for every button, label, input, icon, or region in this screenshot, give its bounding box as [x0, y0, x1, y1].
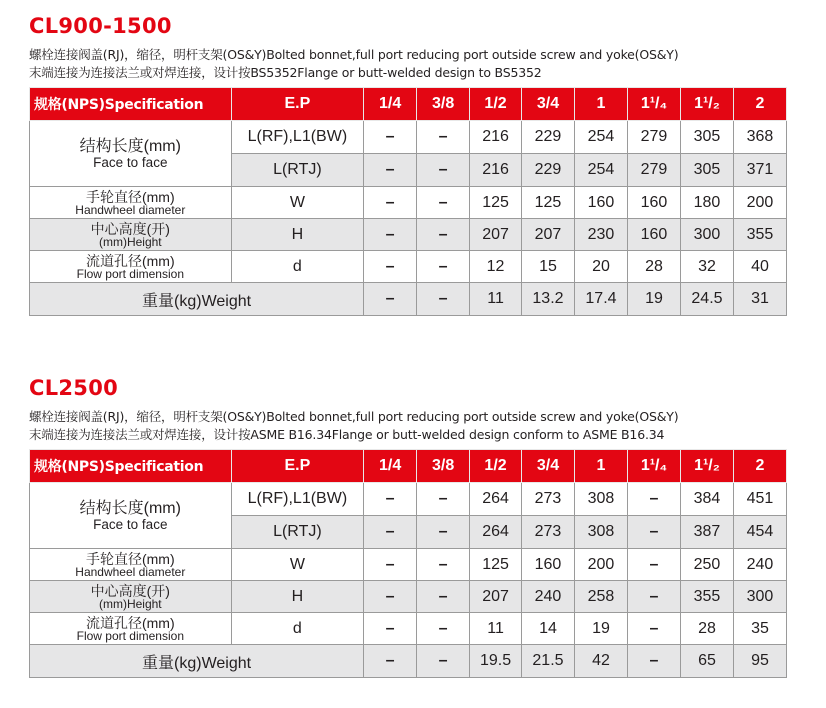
- table-cell: 308: [574, 483, 627, 516]
- table-cell: 273: [521, 516, 574, 549]
- table-cell: 308: [574, 516, 627, 549]
- table-cell: 125: [470, 187, 522, 219]
- label-en: Flow port dimension: [76, 266, 184, 281]
- table-cell: 230: [574, 219, 627, 251]
- row-ep: L(RF),L1(BW): [231, 121, 364, 154]
- table-cell: 264: [470, 516, 522, 549]
- table-cell: 258: [574, 581, 627, 613]
- table-cell: –: [417, 187, 470, 219]
- section-description-line: 末端连接为连接法兰或对焊连接，设计按BS5352Flange or butt-welded design to BS5352: [29, 65, 542, 80]
- table-cell: –: [417, 483, 470, 516]
- label-en: (mm)Height: [98, 234, 162, 249]
- table-cell: –: [417, 154, 470, 187]
- table-cell: –: [417, 251, 470, 283]
- row-ep: L(RTJ): [231, 154, 364, 187]
- table-cell: –: [364, 549, 417, 581]
- table-row: [30, 283, 787, 316]
- table-cell: –: [417, 645, 470, 678]
- table-cell: 160: [627, 187, 680, 219]
- table-cell: 20: [574, 251, 627, 283]
- header-size: 1: [574, 450, 627, 483]
- table-cell: 28: [627, 251, 680, 283]
- table-cell: 125: [521, 187, 574, 219]
- table-cell: 31: [733, 283, 786, 316]
- table-cell: 250: [680, 549, 733, 581]
- table-cell: 19.5: [470, 645, 522, 678]
- table-cell: –: [627, 613, 680, 645]
- table-row: [30, 219, 787, 251]
- table-cell: 32: [680, 251, 733, 283]
- table-cell: –: [364, 613, 417, 645]
- row-ep: H: [231, 219, 364, 251]
- row-label: [30, 251, 232, 283]
- row-label: [30, 219, 232, 251]
- row-ep: H: [231, 581, 364, 613]
- row-label: [30, 581, 232, 613]
- label-en: Handwheel diameter: [75, 202, 186, 217]
- header-size: 1¹/₄: [627, 88, 680, 121]
- table-cell: 65: [680, 645, 733, 678]
- table-cell: 229: [521, 121, 574, 154]
- spec-table: [29, 449, 787, 678]
- table-header-row: [30, 450, 787, 483]
- header-size: 3/4: [521, 88, 574, 121]
- table-row: [30, 251, 787, 283]
- table-cell: 207: [470, 219, 522, 251]
- table-cell: 273: [521, 483, 574, 516]
- table-cell: 229: [521, 154, 574, 187]
- table-cell: 305: [680, 121, 733, 154]
- table-cell: –: [364, 516, 417, 549]
- table-cell: –: [417, 219, 470, 251]
- table-cell: 11: [470, 283, 522, 316]
- table-cell: 19: [627, 283, 680, 316]
- table-cell: 216: [470, 154, 522, 187]
- table-row: [30, 645, 787, 678]
- label-cn: 中心高度(开): [90, 582, 170, 599]
- table-cell: 180: [680, 187, 733, 219]
- table-cell: 19: [574, 613, 627, 645]
- table-cell: 279: [627, 121, 680, 154]
- table-row: [30, 187, 787, 219]
- table-cell: 305: [680, 154, 733, 187]
- header-size: 1/4: [364, 88, 417, 121]
- table-cell: –: [364, 187, 417, 219]
- header-size: 1/2: [470, 450, 522, 483]
- table-cell: 207: [470, 581, 522, 613]
- table-cell: 160: [521, 549, 574, 581]
- table-cell: 207: [521, 219, 574, 251]
- table-cell: 454: [733, 516, 786, 549]
- face-to-face-label: [30, 483, 232, 549]
- table-cell: 279: [627, 154, 680, 187]
- row-label: [30, 549, 232, 581]
- table-cell: –: [364, 154, 417, 187]
- header-size: 2: [733, 88, 786, 121]
- label-en: Handwheel diameter: [75, 564, 186, 579]
- header-specification: 规格(NPS)Specification: [30, 88, 232, 121]
- table-cell: 216: [470, 121, 522, 154]
- table-cell: 17.4: [574, 283, 627, 316]
- table-cell: 95: [733, 645, 786, 678]
- row-ep: W: [231, 549, 364, 581]
- table-cell: –: [364, 483, 417, 516]
- table-cell: –: [627, 483, 680, 516]
- table-cell: –: [627, 645, 680, 678]
- section-description-line: 螺栓连接阀盖(RJ)，缩径，明杆支架(OS&Y)Bolted bonnet,full port reducing port outside screw and yoke(OS&Y): [29, 47, 679, 62]
- table-row: [30, 549, 787, 581]
- table-cell: 14: [521, 613, 574, 645]
- table-cell: –: [364, 121, 417, 154]
- label-en: Face to face: [93, 516, 168, 532]
- table-cell: 11: [470, 613, 522, 645]
- label-en: (mm)Height: [98, 596, 162, 611]
- table-row: [30, 483, 787, 516]
- header-size: 1¹/₂: [680, 450, 733, 483]
- table-cell: 12: [470, 251, 522, 283]
- table-cell: 240: [733, 549, 786, 581]
- table-cell: –: [417, 121, 470, 154]
- table-cell: 254: [574, 121, 627, 154]
- header-end-port: E.P: [231, 88, 364, 121]
- table-cell: 368: [733, 121, 786, 154]
- table-cell: –: [364, 645, 417, 678]
- label-cn: 流道孔径(mm): [85, 252, 175, 269]
- table-cell: 300: [680, 219, 733, 251]
- header-size: 2: [733, 450, 786, 483]
- row-ep: d: [231, 251, 364, 283]
- header-size: 3/4: [521, 450, 574, 483]
- table-cell: –: [364, 251, 417, 283]
- section-title: CL2500: [29, 376, 119, 400]
- section-title: CL900-1500: [29, 14, 172, 38]
- table-cell: 200: [733, 187, 786, 219]
- table-row: [30, 121, 787, 154]
- table-cell: 240: [521, 581, 574, 613]
- table-cell: 13.2: [521, 283, 574, 316]
- table-cell: –: [364, 283, 417, 316]
- table-cell: 24.5: [680, 283, 733, 316]
- table-cell: 21.5: [521, 645, 574, 678]
- table-row: [30, 581, 787, 613]
- label-cn: 手轮直径(mm): [85, 188, 175, 205]
- face-to-face-label: [30, 121, 232, 187]
- table-cell: –: [627, 549, 680, 581]
- table-cell: 28: [680, 613, 733, 645]
- row-label: [30, 613, 232, 645]
- table-cell: 451: [733, 483, 786, 516]
- table-cell: 355: [680, 581, 733, 613]
- table-cell: –: [627, 581, 680, 613]
- header-size: 1: [574, 88, 627, 121]
- table-cell: 40: [733, 251, 786, 283]
- section-description-line: 末端连接为连接法兰或对焊连接，设计按ASME B16.34Flange or butt-welded design conform to ASME B16.34: [29, 427, 665, 442]
- table-cell: 264: [470, 483, 522, 516]
- spec-table: [29, 87, 787, 316]
- weight-label: 重量(kg)Weight: [30, 283, 364, 316]
- table-cell: –: [417, 516, 470, 549]
- table-cell: –: [364, 219, 417, 251]
- table-cell: 254: [574, 154, 627, 187]
- table-cell: 355: [733, 219, 786, 251]
- header-end-port: E.P: [231, 450, 364, 483]
- weight-label: 重量(kg)Weight: [30, 645, 364, 678]
- label-cn: 结构长度(mm): [79, 137, 181, 155]
- section-description-line: 螺栓连接阀盖(RJ)，缩径，明杆支架(OS&Y)Bolted bonnet,full port reducing port outside screw and yoke(OS&Y): [29, 409, 679, 424]
- row-ep: d: [231, 613, 364, 645]
- header-specification: 规格(NPS)Specification: [30, 450, 232, 483]
- header-size: 3/8: [417, 88, 470, 121]
- table-row: [30, 613, 787, 645]
- header-size: 3/8: [417, 450, 470, 483]
- table-header-row: [30, 88, 787, 121]
- label-cn: 结构长度(mm): [79, 499, 181, 517]
- label-cn: 流道孔径(mm): [85, 614, 175, 631]
- table-cell: –: [417, 581, 470, 613]
- table-cell: 125: [470, 549, 522, 581]
- table-cell: 42: [574, 645, 627, 678]
- row-ep: L(RF),L1(BW): [231, 483, 364, 516]
- label-cn: 手轮直径(mm): [85, 550, 175, 567]
- row-ep: W: [231, 187, 364, 219]
- table-cell: –: [364, 581, 417, 613]
- header-size: 1¹/₄: [627, 450, 680, 483]
- table-cell: 300: [733, 581, 786, 613]
- label-en: Flow port dimension: [76, 628, 184, 643]
- table-cell: 160: [627, 219, 680, 251]
- row-ep: L(RTJ): [231, 516, 364, 549]
- table-cell: 371: [733, 154, 786, 187]
- table-cell: –: [417, 549, 470, 581]
- table-cell: 387: [680, 516, 733, 549]
- header-size: 1/2: [470, 88, 522, 121]
- label-cn: 中心高度(开): [90, 220, 170, 237]
- table-cell: –: [627, 516, 680, 549]
- label-en: Face to face: [93, 154, 168, 170]
- table-cell: 35: [733, 613, 786, 645]
- table-cell: 160: [574, 187, 627, 219]
- table-cell: 384: [680, 483, 733, 516]
- header-size: 1¹/₂: [680, 88, 733, 121]
- table-cell: –: [417, 283, 470, 316]
- table-cell: –: [417, 613, 470, 645]
- header-size: 1/4: [364, 450, 417, 483]
- table-cell: 15: [521, 251, 574, 283]
- row-label: [30, 187, 232, 219]
- table-cell: 200: [574, 549, 627, 581]
